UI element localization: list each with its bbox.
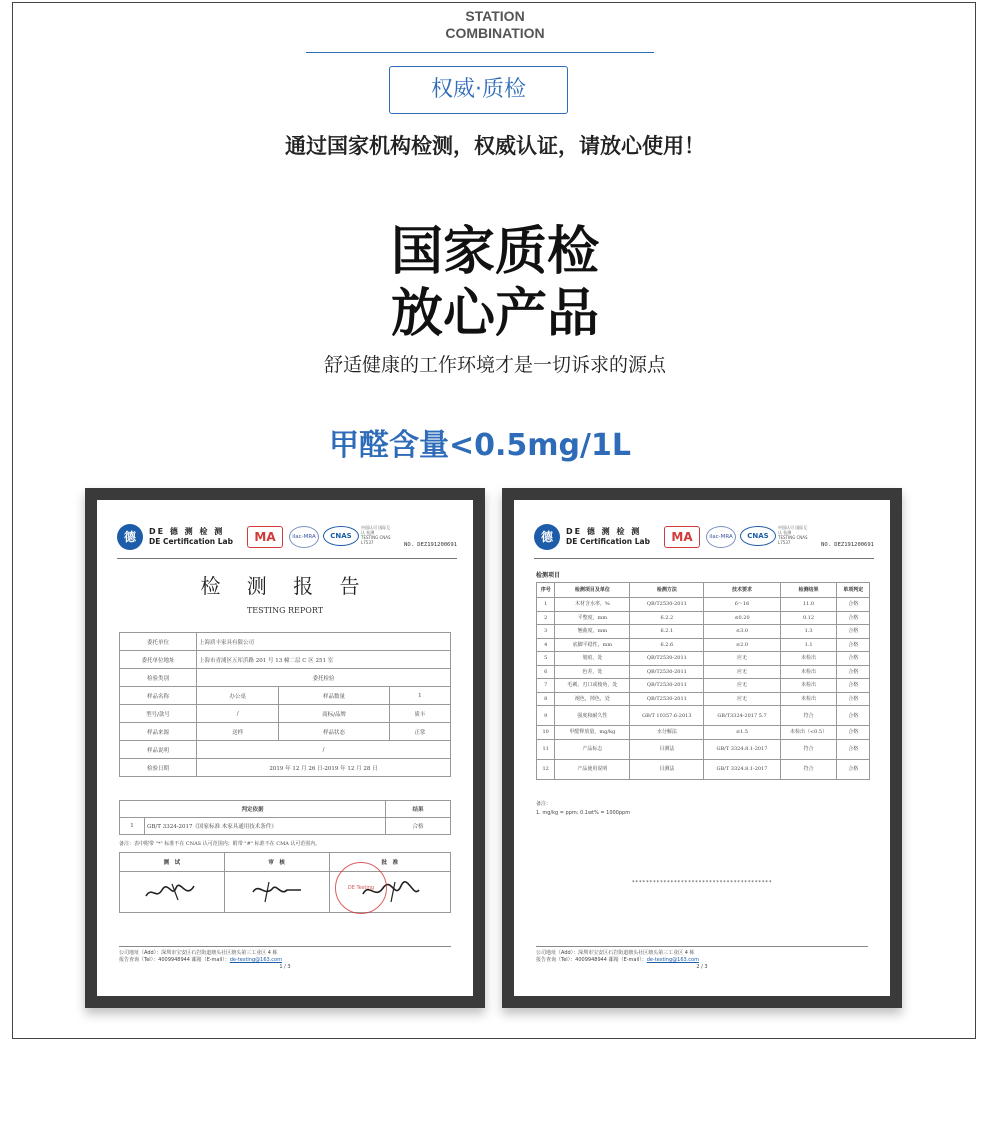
table-cell: 2 <box>537 611 555 625</box>
official-stamp-icon: DE Testing <box>335 862 387 914</box>
table-cell: 划痕，处 <box>555 652 630 666</box>
header-divider <box>534 558 874 559</box>
column-header: 序号 <box>537 583 555 598</box>
table-cell: 应无 <box>704 679 780 693</box>
report-number: NO. DEZ191200691 <box>404 542 457 548</box>
sign-test-label: 测 试 <box>120 853 225 872</box>
remark: 备注：表中附带 "*" 标准不在 CNAS 认可范围内；附带 "#" 标准不在 CMA 认可范围内。 <box>119 841 321 847</box>
table-cell: 目测法 <box>630 739 704 759</box>
table-cell: 9 <box>537 706 555 726</box>
table-cell: 平整度，mm <box>555 611 630 625</box>
signature-test-icon <box>142 878 202 904</box>
table-cell: QB/T2530-2011 <box>630 665 704 679</box>
table-row <box>537 706 870 726</box>
table-cell: 合格 <box>837 759 870 779</box>
table-cell: 未检出（<0.5） <box>780 726 837 740</box>
table-row <box>120 759 451 777</box>
column-header: 单项判定 <box>837 583 870 598</box>
lab-name-cn: DE 德 测 检 测 <box>566 527 642 536</box>
table-cell: 合格 <box>837 611 870 625</box>
table-cell: GB/T 3324.8.1-2017 <box>704 759 780 779</box>
table-cell: ≤0.20 <box>704 611 780 625</box>
table-row <box>120 853 451 872</box>
column-header: 技术要求 <box>704 583 780 598</box>
basis-header: 判定依据 <box>120 801 386 818</box>
footer-address: 公司地址（Add）：深圳市宝安区石岩街道塘头社区塘头第三工业区 4 栋 <box>119 950 278 956</box>
column-header: 检测结果 <box>780 583 837 598</box>
table-cell: 6 <box>537 665 555 679</box>
table-cell: 合格 <box>837 706 870 726</box>
table-row <box>537 679 870 693</box>
table-cell: 6.2.2 <box>630 611 704 625</box>
table-row <box>537 611 870 625</box>
table-cell: 未检出 <box>780 665 837 679</box>
date-value: 2019 年 12 月 26 日-2019 年 12 月 28 日 <box>197 759 451 777</box>
table-cell: 6.2.1 <box>630 625 704 639</box>
table-cell: 0.12 <box>780 611 837 625</box>
table-row <box>120 651 451 669</box>
table-row <box>537 652 870 666</box>
footer-email-link[interactable]: de-testing@163.com <box>646 957 699 963</box>
table-cell: 合格 <box>837 726 870 740</box>
table-cell: 色差，处 <box>555 665 630 679</box>
signature-table <box>119 852 451 913</box>
test-items-title: 检测项目 <box>536 572 561 579</box>
lab-logo-icon: 德 <box>117 524 143 550</box>
table-cell: 未检出 <box>780 692 837 706</box>
table-row <box>537 726 870 740</box>
cnas-caption: 中国认可 国际互认 检测 TESTING CNAS L7537 <box>361 525 391 545</box>
table-cell: 水分解法 <box>630 726 704 740</box>
cnas-caption: 中国认可 国际互认 检测 TESTING CNAS L7537 <box>778 525 808 545</box>
table-row <box>537 638 870 652</box>
table-cell: ≤3.0 <box>704 625 780 639</box>
table-cell: 10 <box>537 726 555 740</box>
lab-name-en: DE Certification Lab <box>566 537 650 546</box>
sign-approve-label: 批 准 <box>329 853 450 872</box>
report-number: NO. DEZ191200691 <box>821 542 874 548</box>
note-title: 备注： <box>536 801 552 807</box>
report-page-1 <box>97 500 473 996</box>
table-row <box>120 741 451 759</box>
table-row <box>537 665 870 679</box>
footer-contact: 报告查询（Tel）：4009948944 邮箱（E-mail）： <box>119 957 230 963</box>
signature-review <box>224 872 329 913</box>
table-cell: 应无 <box>704 665 780 679</box>
table-row <box>537 739 870 759</box>
quantity-value: 1 <box>389 687 450 705</box>
client-value: 上海质丰家具有限公司 <box>197 633 451 651</box>
model-value: / <box>197 705 279 723</box>
report-info-table <box>119 632 451 777</box>
table-cell: QB/T2530-2011 <box>630 652 704 666</box>
table-cell: 合格 <box>837 652 870 666</box>
basis-no: 1 <box>120 818 145 835</box>
end-marker: **************************************** <box>631 880 773 886</box>
lab-header <box>117 522 457 560</box>
table-cell: 合格 <box>837 625 870 639</box>
table-row <box>537 759 870 779</box>
footer-address: 公司地址（Add）：深圳市宝安区石岩街道塘头社区塘头第三工业区 4 栋 <box>536 950 695 956</box>
ilac-logo-icon: ilac-MRA <box>706 526 736 548</box>
table-cell: 4 <box>537 638 555 652</box>
table-cell: 5 <box>537 652 555 666</box>
table-cell: 8 <box>537 692 555 706</box>
footer-email-link[interactable]: de-testing@163.com <box>229 957 282 963</box>
table-row <box>537 692 870 706</box>
source-label: 样品来源 <box>120 723 197 741</box>
table-row <box>120 801 451 818</box>
table-cell: 毛刺，刃口或棱角，处 <box>555 679 630 693</box>
sample-name-label: 样品名称 <box>120 687 197 705</box>
headline-line-2: 放心产品 <box>390 284 599 344</box>
table-row <box>120 633 451 651</box>
table-cell: 合格 <box>837 679 870 693</box>
table-cell: 1 <box>537 598 555 612</box>
table-cell: 11.0 <box>780 598 837 612</box>
table-cell: 强度和耐久性 <box>555 706 630 726</box>
table-cell: QB/T2530-2011 <box>630 598 704 612</box>
model-label: 型号/款号 <box>120 705 197 723</box>
table-cell: 1.1 <box>780 638 837 652</box>
date-label: 检验日期 <box>120 759 197 777</box>
header-rule <box>306 52 654 53</box>
table-cell: 合格 <box>837 692 870 706</box>
page-number: 1 / 3 <box>279 964 291 970</box>
table-cell: 翘曲度，mm <box>555 625 630 639</box>
formaldehyde-spec: 甲醛含量<0.5mg/1L <box>329 428 631 463</box>
lab-name-cn: DE 德 测 检 测 <box>149 527 225 536</box>
table-cell: ≤2.0 <box>704 638 780 652</box>
table-row <box>120 687 451 705</box>
authority-badge: 权威·质检 <box>389 66 568 114</box>
footer-divider <box>536 946 868 947</box>
table-cell: ≤1.5 <box>704 726 780 740</box>
table-cell: 12 <box>537 759 555 779</box>
table-cell: 未检出 <box>780 679 837 693</box>
column-header: 检测方法 <box>630 583 704 598</box>
table-row <box>537 625 870 639</box>
footer-divider <box>119 946 451 947</box>
cnas-logo-icon: CNAS <box>740 526 776 546</box>
table-cell: 甲醛释放量，mg/kg <box>555 726 630 740</box>
table-cell: 合格 <box>837 665 870 679</box>
brand-value: 质丰 <box>389 705 450 723</box>
result-header: 结果 <box>386 801 451 818</box>
signature-test <box>120 872 225 913</box>
table-cell: 合格 <box>837 638 870 652</box>
brand-label: 商标/品牌 <box>279 705 389 723</box>
footer-contact: 报告查询（Tel）：4009948944 邮箱（E-mail）： <box>536 957 647 963</box>
sign-review-label: 审 核 <box>224 853 329 872</box>
table-cell: 未检出 <box>780 652 837 666</box>
report-page-2 <box>514 500 890 996</box>
desc-value: / <box>197 741 451 759</box>
ilac-logo-icon: ilac-MRA <box>289 526 319 548</box>
notes <box>536 800 630 818</box>
table-cell: 符合 <box>780 739 837 759</box>
table-cell: 褪色，掉色，处 <box>555 692 630 706</box>
table-row <box>120 669 451 687</box>
address-value: 上海市青浦区五厍浜路 201 号 13 幢二层 C 区 251 室 <box>197 651 451 669</box>
report-footer-2 <box>536 950 868 971</box>
table-row <box>120 818 451 835</box>
column-header: 检测项目及单位 <box>555 583 630 598</box>
lab-logo-icon: 德 <box>534 524 560 550</box>
table-cell: 1.3 <box>780 625 837 639</box>
table-cell: 底脚平稳性，mm <box>555 638 630 652</box>
table-row <box>120 872 451 913</box>
table-cell: 符合 <box>780 706 837 726</box>
header-divider <box>117 558 457 559</box>
desc-label: 样品说明 <box>120 741 197 759</box>
table-cell: GB/T 10357.6-2013 <box>630 706 704 726</box>
sample-name-value: 办公桌 <box>197 687 279 705</box>
basis-result: 合格 <box>386 818 451 835</box>
table-cell: 7 <box>537 679 555 693</box>
basis-value: GB/T 3324-2017《国家标准 木家具通用技术条件》 <box>145 818 386 835</box>
report-frame-1 <box>85 488 485 1008</box>
note-text: 1. mg/kg = ppm; 0.1wt% = 1000ppm <box>536 810 631 816</box>
lab-name-en: DE Certification Lab <box>149 537 233 546</box>
table-row <box>537 598 870 612</box>
headline-line-1: 国家质检 <box>390 222 599 282</box>
table-cell: 应无 <box>704 652 780 666</box>
table-cell: 6～16 <box>704 598 780 612</box>
signature-review-icon <box>247 878 307 904</box>
table-cell: 木材含水率，% <box>555 598 630 612</box>
source-value: 送样 <box>197 723 279 741</box>
report-title: 检 测 报 告 <box>200 574 370 598</box>
table-cell: GB/T 3324.8.1-2017 <box>704 739 780 759</box>
table-cell: GB/T3324-2017 5.7 <box>704 706 780 726</box>
table-header-row <box>537 583 870 598</box>
table-cell: 产品使用说明 <box>555 759 630 779</box>
table-cell: QB/T2530-2011 <box>630 679 704 693</box>
brand-line-2: COMBINATION <box>445 25 545 41</box>
table-cell: 合格 <box>837 739 870 759</box>
test-items-table <box>536 582 870 780</box>
table-cell: 应无 <box>704 692 780 706</box>
table-cell: 11 <box>537 739 555 759</box>
report-subtitle: TESTING REPORT <box>246 606 324 615</box>
cnas-logo-icon: CNAS <box>323 526 359 546</box>
lab-header <box>534 522 874 560</box>
table-cell: 目测法 <box>630 759 704 779</box>
tagline: 舒适健康的工作环境才是一切诉求的源点 <box>323 354 666 376</box>
page-number: 2 / 3 <box>696 964 708 970</box>
report-footer-1 <box>119 950 451 971</box>
report-frame-2 <box>502 488 902 1008</box>
brand-line-1: STATION <box>465 8 525 24</box>
client-label: 委托单位 <box>120 633 197 651</box>
state-value: 正常 <box>389 723 450 741</box>
address-label: 委托单位地址 <box>120 651 197 669</box>
cma-logo-icon: MA <box>664 526 700 548</box>
table-cell: 产品标志 <box>555 739 630 759</box>
judgement-table <box>119 800 451 835</box>
table-cell: 符合 <box>780 759 837 779</box>
section-subtitle: 通过国家机构检测，权威认证，请放心使用！ <box>285 134 705 158</box>
table-row <box>120 723 451 741</box>
state-label: 样品状态 <box>279 723 389 741</box>
table-cell: QB/T2530-2011 <box>630 692 704 706</box>
table-cell: 合格 <box>837 598 870 612</box>
quantity-label: 样品数量 <box>279 687 389 705</box>
cma-logo-icon: MA <box>247 526 283 548</box>
category-label: 检验类别 <box>120 669 197 687</box>
category-value: 委托检验 <box>197 669 451 687</box>
table-cell: 6.2.6 <box>630 638 704 652</box>
table-row <box>120 705 451 723</box>
table-cell: 3 <box>537 625 555 639</box>
